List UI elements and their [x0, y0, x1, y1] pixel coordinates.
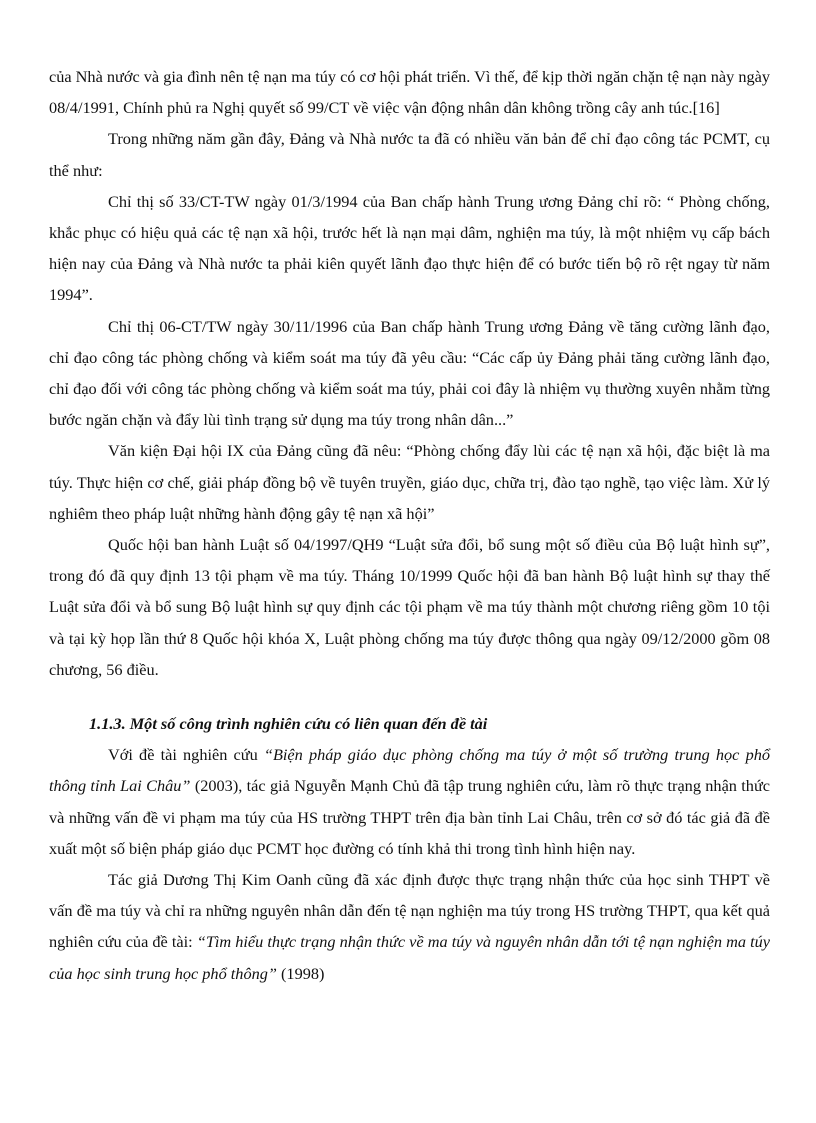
paragraph-congress-ix: Văn kiện Đại hội IX của Đảng cũng đã nêu: “Phòng chống đẩy lùi các tệ nạn xã hội, đặc biệt là ma túy. Thực hiện cơ chế, giải pháp đồng bộ về tuyên truyền, giáo dục, chữa trị, đào tạo nghề, tạo việc làm. Xử lý nghiêm theo pháp luật những hành động gây tệ nạn xã hội” — [49, 441, 770, 523]
research-1-lead: Với đề tài nghiên cứu — [108, 745, 264, 765]
research-2-lead: Tác giả Dương Thị Kim Oanh cũng đã xác định được thực trạng nhận thức của học sinh THPT về vấn đề ma túy và chỉ ra những nguyên nhân dẫn đến tệ nạn nghiện ma túy trong HS trường THPT, qua kết quả nghiên cứu của đề tài: — [49, 870, 770, 952]
paragraph-research-lai-chau — [49, 739, 770, 864]
section-heading: 1.1.3. Một số công trình nghiên cứu có liên quan đến đề tài — [89, 714, 488, 734]
paragraph-national-assembly-law: Quốc hội ban hành Luật số 04/1997/QH9 “Luật sửa đổi, bổ sung một số điều của Bộ luật hình sự”, trong đó đã quy định 13 tội phạm về ma túy. Tháng 10/1999 Quốc hội đã ban hành Bộ luật hình sự thay thế Luật sửa đổi và bổ sung Bộ luật hình sự quy định các tội phạm về ma túy thành một chương riêng gồm 10 tội và tại kỳ họp lần thứ 8 Quốc hội khóa X, Luật phòng chống ma túy được thông qua ngày 09/12/2000 gồm 08 chương, 56 điều. — [49, 535, 770, 679]
research-1-title: “Biện pháp giáo dục phòng chống ma túy ở một số trường trung học phổ thông tỉnh Lai Châu” — [49, 745, 771, 796]
research-1-rest: (2003), tác giả Nguyễn Mạnh Chủ đã tập trung nghiên cứu, làm rõ thực trạng nhận thức và những vấn đề vi phạm ma túy của HS trường THPT trên địa bàn tỉnh Lai Châu, trên cơ sở đó tác giả đã đề xuất một số biện pháp giáo dục PCMT học đường có tính khả thi trong tình hình hiện nay. — [49, 776, 770, 858]
paragraph-directive-06: Chỉ thị 06-CT/TW ngày 30/11/1996 của Ban chấp hành Trung ương Đảng về tăng cường lãnh đạo, chỉ đạo công tác phòng chống và kiểm soát ma túy đã yêu cầu: “Các cấp ủy Đảng phải tăng cường lãnh đạo, chỉ đạo đối với công tác phòng chống và kiểm soát ma túy, phải coi đây là nhiệm vụ thường xuyên nhằm từng bước ngăn chặn và đẩy lùi tình trạng sử dụng ma túy trong nhân dân...” — [49, 316, 770, 430]
research-2-rest: (1998) — [276, 963, 325, 983]
research-2-title: “Tìm hiểu thực trạng nhận thức về ma túy và nguyên nhân dẫn tới tệ nạn nghiện ma túy của học sinh trung học phổ thông” — [49, 932, 770, 983]
paragraph-research-kim-oanh — [49, 864, 770, 989]
paragraph-directive-33: Chỉ thị số 33/CT-TW ngày 01/3/1994 của Ban chấp hành Trung ương Đảng chỉ rõ: “ Phòng chống, khắc phục có hiệu quả các tệ nạn xã hội, trước hết là nạn mại dâm, nghiện ma túy, là một nhiệm vụ cấp bách hiện nay của Đảng và Nhà nước ta phải kiên quyết lãnh đạo thực hiện để có bước tiến bộ rõ rệt ngay từ năm 1994”. — [49, 191, 770, 305]
paragraph-drug-history: của Nhà nước và gia đình nên tệ nạn ma túy có cơ hội phát triển. Vì thế, để kịp thời ngăn chặn tệ nạn này ngày 08/4/1991, Chính phủ ra Nghị quyết số 99/CT về việc vận động nhân dân không trồng cây anh túc.[16] — [49, 67, 770, 118]
paragraph-party-documents-intro: Trong những năm gần đây, Đảng và Nhà nước ta đã có nhiều văn bản để chỉ đạo công tác PCMT, cụ thể như: — [49, 129, 770, 180]
